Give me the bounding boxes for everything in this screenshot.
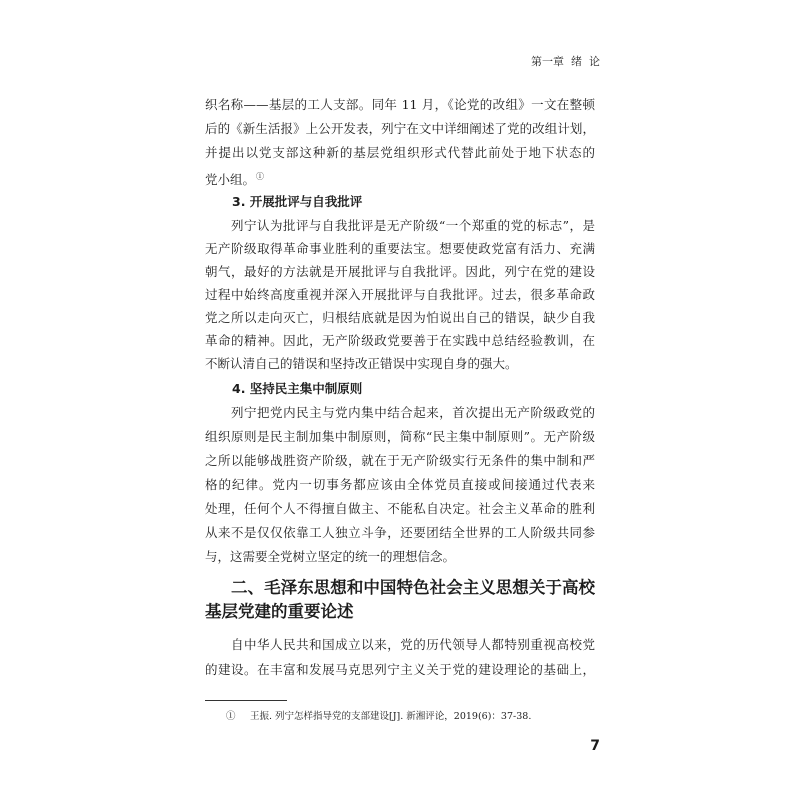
footnote-separator [205,700,287,701]
body-line: 格的纪律。党内一切事务都应该由全体党员直接或间接通过代表来 [205,477,595,492]
footnote [226,709,595,725]
body-line: 织名称——基层的工人支部。同年 11 月，《论党的改组》一文在整顿 [205,97,595,112]
subsection-heading-3: 3. 开展批评与自我批评 [232,194,363,209]
running-header: 第一章 绪 论 [531,55,600,68]
body-line-last: 不断认清自己的错误和坚持改正错误中实现自身的强大。 [205,356,518,371]
footnote-number: ① [226,711,236,722]
body-line: 从来不是仅仅依靠工人独立斗争，还要团结全世界的工人阶级共同参 [205,525,595,540]
footnote-reference: ① [256,172,265,181]
body-line: 革命的精神。因此，无产阶级政党要善于在实践中总结经验教训，在 [205,333,595,348]
body-line: 自中华人民共和国成立以来，党的历代领导人都特别重视高校党 [231,637,595,652]
body-line: 的建设。在丰富和发展马克思列宁主义关于党的建设理论的基础上， [205,662,595,677]
body-line: 列宁认为批评与自我批评是无产阶级“一个郑重的党的标志”，是 [231,218,595,233]
section-heading-line: 二、毛泽东思想和中国特色社会主义思想关于高校 [231,578,595,597]
footnote-text: 王振. 列宁怎样指导党的支部建设[J]. 新湘评论，2019(6)：37-38. [250,711,532,722]
subsection-heading-4: 4. 坚持民主集中制原则 [232,381,363,396]
body-line: 朝气，最好的方法就是开展批评与自我批评。因此，列宁在党的建设 [205,264,595,279]
body-line: 列宁把党内民主与党内集中结合起来，首次提出无产阶级政党的 [231,405,595,420]
body-line: 过程中始终高度重视并深入开展批评与自我批评。过去，很多革命政 [205,287,595,302]
body-line: 无产阶级取得革命事业胜利的重要法宝。想要使政党富有活力、充满 [205,241,595,256]
section-heading-line: 基层党建的重要论述 [205,602,354,621]
body-line: 之所以能够战胜资产阶级，就在于无产阶级实行无条件的集中制和严 [205,453,595,468]
body-line: 并提出以党支部这种新的基层党组织形式代替此前处于地下状态的 [205,145,595,160]
body-line: 处理，任何个人不得擅自做主、不能私自决定。社会主义革命的胜利 [205,501,595,516]
body-line-text: 党小组。 [205,172,256,187]
body-line-last [205,165,595,189]
body-line: 党之所以走向灭亡，归根结底就是因为怕说出自己的错误，缺少自我 [205,310,595,325]
body-line: 组织原则是民主制加集中制原则，简称“民主集中制原则”。无产阶级 [205,429,595,444]
body-line: 后的《新生活报》上公开发表，列宁在文中详细阐述了党的改组计划， [205,121,595,136]
body-line-last: 与，这需要全党树立坚定的统一的理想信念。 [205,549,456,564]
page-number: 7 [590,738,600,754]
